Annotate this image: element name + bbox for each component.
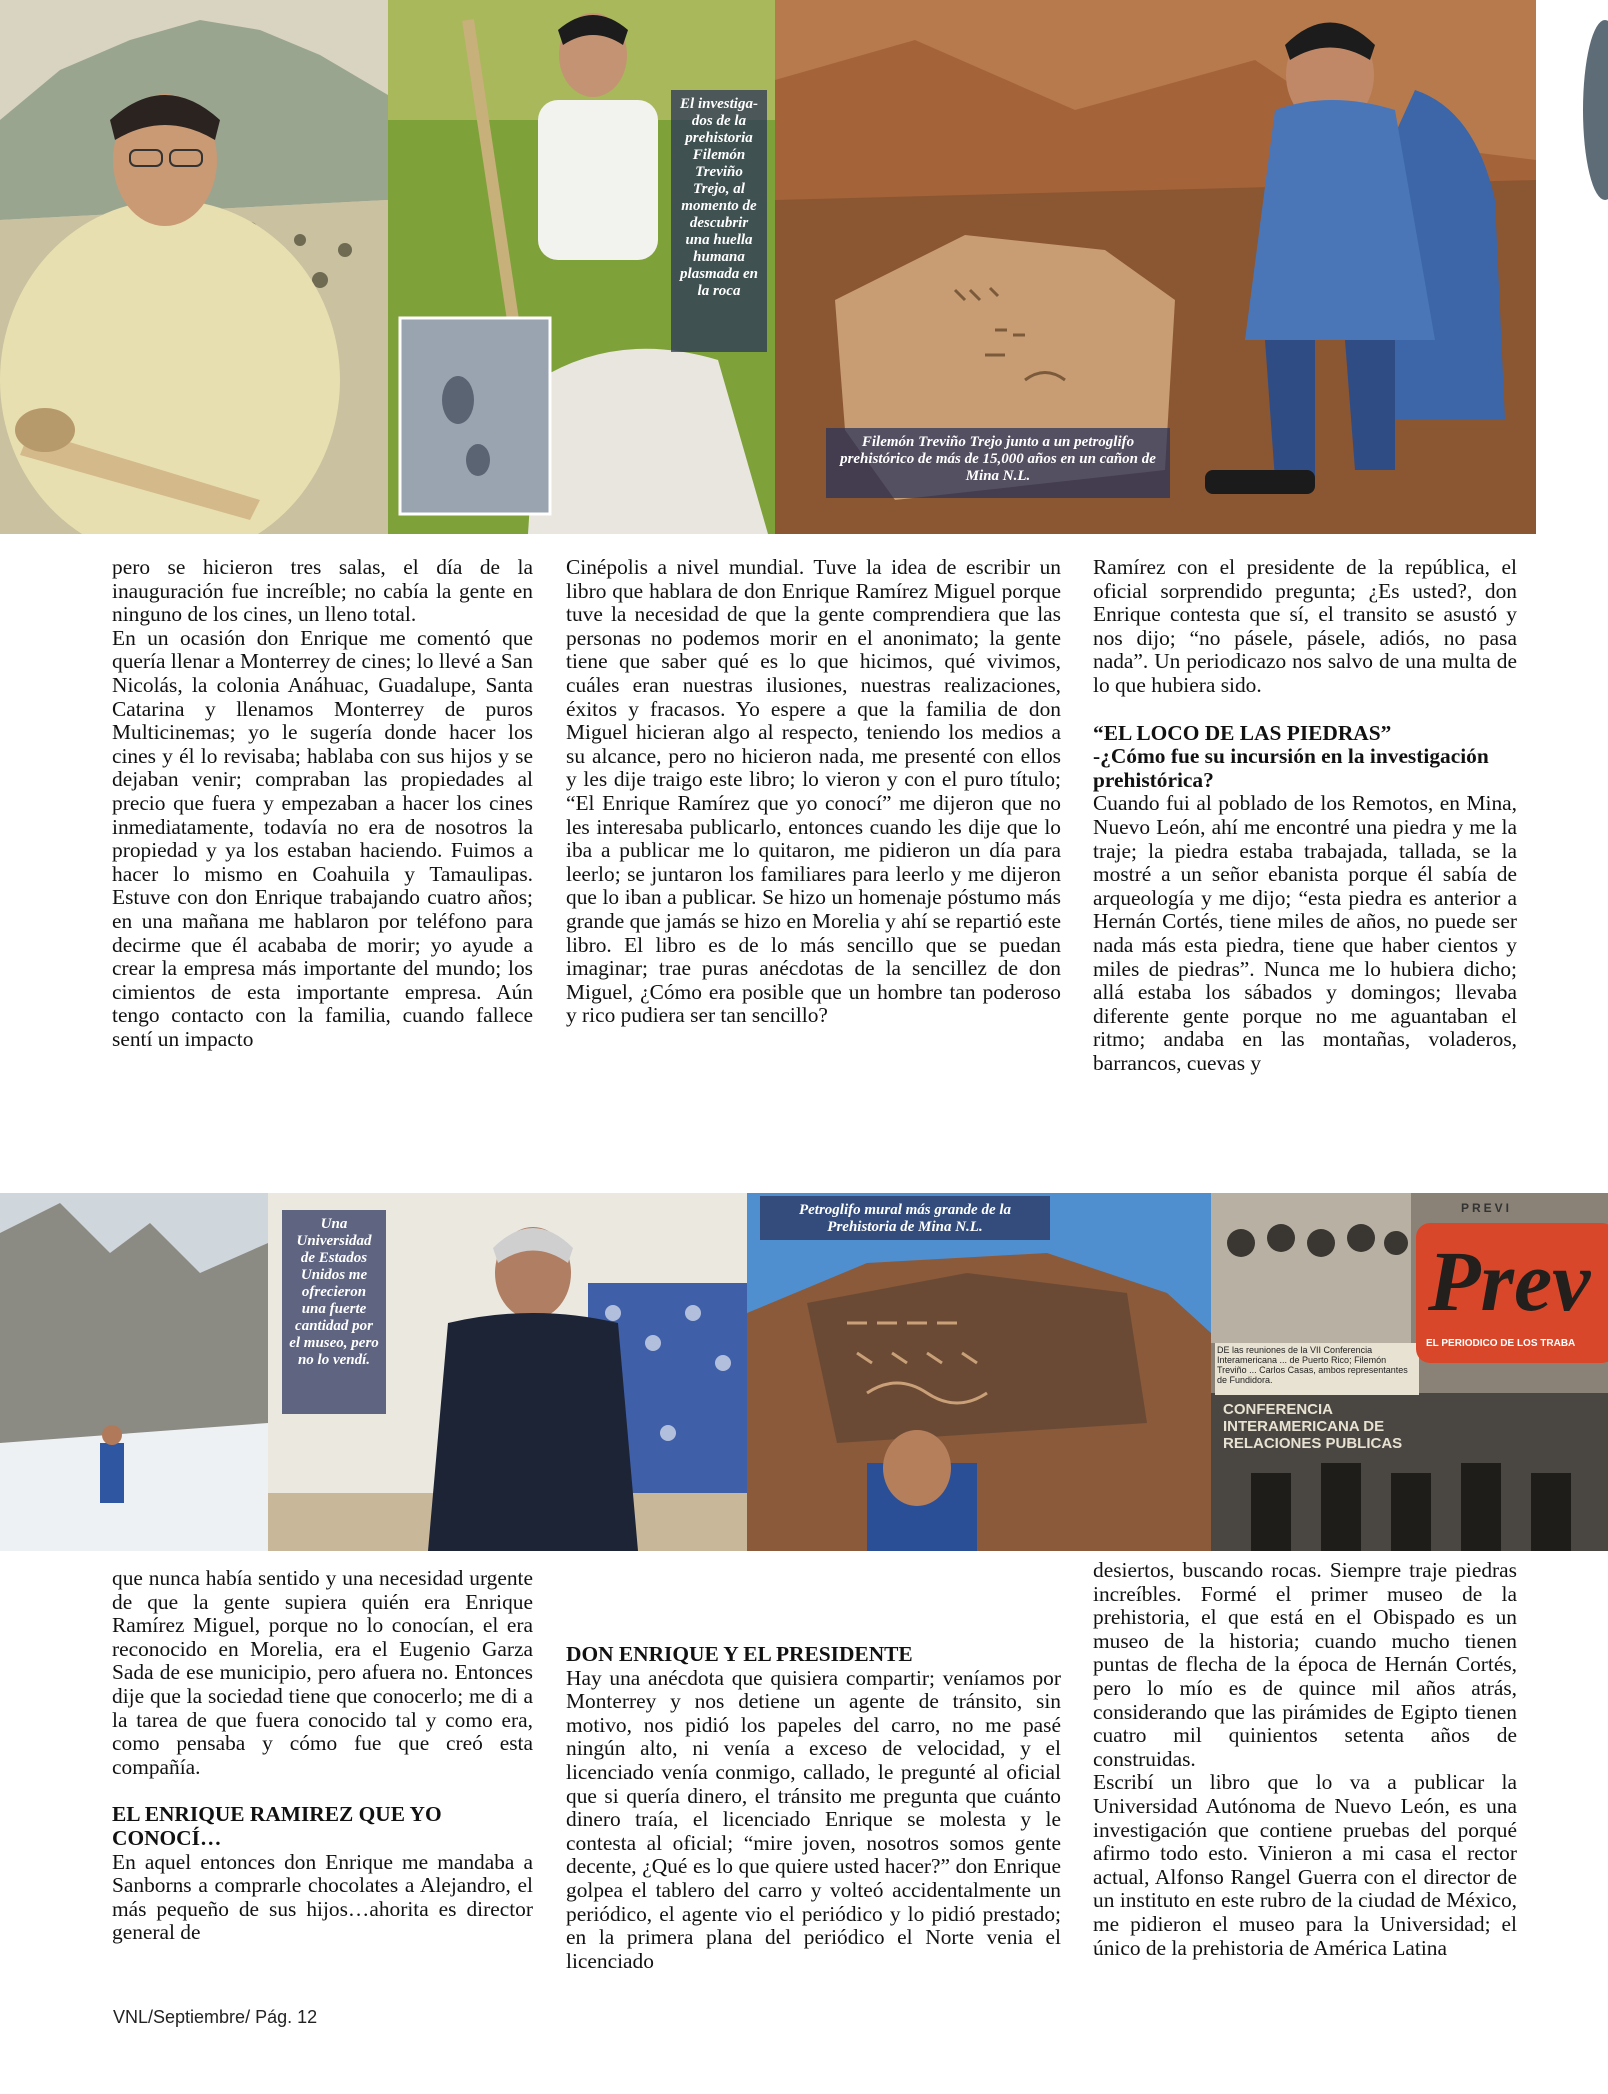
caption-university-offer: Una Universidad de Estados Unidos me ofrecieron una fuerte cantidad por el museo, pero no lo vendí.: [282, 1210, 386, 1414]
paragraph: En un ocasión don Enrique me comentó que quería llenar a Monterrey de cines; lo llevé a San Nicolás, la colonia Anáhuac, Guadalupe, Santa Catarina y llenamos Monterrey de puros Multicinemas; yo le sugería donde hacer los cines y él lo revisaba; hablaba con sus hijos y se dejaban venir; compraban las propiedades al precio que fuera y empezaban a hacer los cines inmediatamente, todavía no era de nosotros la propiedad y ya los estaban haciendo. Fuimos a hacer lo mismo en Coahuila y Tamaulipas. Estuve con don Enrique trabajando cuatro años; en una mañana me hablaron por teléfono para decirme que él acababa de morir; yo ayude a crear la empresa más importante del mundo; los cimientos de esta importante empresa. Aún tengo contacto con la familia, cuando fallece sentí un impacto: [112, 625, 533, 1051]
paragraph: desiertos, buscando rocas. Siempre traje piedras increíbles. Formé el primer museo de la prehistoria, el que está en el Obispado es un museo de la historia; cuando mucho tienen puntas de flecha de la época de Hernán Cortés, pero lo mío es de quince mil años atrás, considerando que las pirámides de Egipto tienen cuatro mil quinientos setenta años de construidas.: [1093, 1558, 1517, 1771]
upper-column-2: [566, 556, 1061, 1028]
previ-small-label: PREVI: [1461, 1201, 1513, 1215]
upper-column-1: [112, 556, 533, 1051]
paragraph: En aquel entonces don Enrique me mandaba a Sanborns a comprarle chocolates a Alejandro, el más pequeño de sus hijos…ahorita es director general de: [112, 1849, 533, 1945]
section-heading-enrique-ramirez: EL ENRIQUE RAMIREZ QUE YO CONOCÍ…: [112, 1802, 442, 1850]
photo-mural-petroglyph: [747, 1193, 1211, 1551]
conference-banner: CONFERENCIA INTERAMERICANA DE RELACIONES PUBLICAS: [1223, 1401, 1403, 1452]
previ-logo: [1416, 1223, 1608, 1363]
caption-petroglyph: Filemón Treviño Trejo junto a un petroglifo prehistórico de más de 15,000 años en un cañon de Mina N.L.: [826, 428, 1170, 498]
paragraph: Escribí un libro que lo va a publicar la Universidad Autónoma de Nuevo León, es una investigación que contiene pruebas del porqué afirmo todo esto. Vinieron a mi casa el rector actual, Alfonso Rangel Guerra con el director de un instituto en este rubro de la ciudad de México, me pidieron el museo para la Universidad; el único de la prehistoria de América Latina: [1093, 1770, 1517, 1960]
lower-column-2: [566, 1643, 1061, 1973]
paragraph: Cuando fui al poblado de los Remotos, en Mina, Nuevo León, ahí me encontré una piedra y me la traje; la piedra estaba trabajada, tallada, se la mostré a un señor ebanista porque él sabía de arqueología y me dijo; “esta piedra es anterior a Hernán Cortés, tiene miles de años, no puede ser nada más esta piedra, tiene que haber cientos y miles de piedras”. Nunca me lo hubiera dicho; allá estaba los sábados y domingos; llevaba diferente gente porque no me aguantaban el ritmo; andaba en las montañas, voladeros, barrancos, cuevas y: [1093, 791, 1517, 1075]
paragraph: Cinépolis a nivel mundial. Tuve la idea de escribir un libro que hablara de don Enrique Ramírez Miguel porque tuve la necesidad de que la gente comprendiera que las personas no podemos morir en el anonimato; la gente tiene que saber qué es lo que hicimos, qué vivimos, cuáles eran nuestras ilusiones, nuestras realizaciones, éxitos y fracasos. Yo espere a que la familia de don Miguel hicieran algo al respecto, teniendo los medios a su alcance, pero no hicieron nada, me presenté con ellos y les dije traigo este libro; lo vieron y con el puro título; “El Enrique Ramírez que yo conocí” me dijeron que no les interesaba publicarlo, entonces cuando les dije que lo iba a publicar me lo quitaron, me pidieron un día para leerlo; se juntaron los familiares para leerlo y me dijeron que lo iban a publicar. Se hizo un homenaje póstumo más grande que jamás se hizo en Morelia y ahí se repartió este libro. El libro es de lo más sencillo que se puedan imaginar; trae puras anécdotas de la sencillez de don Miguel, ¿Cómo era posible que un hombre tan poderoso y rico pudiera ser tan sencillo?: [566, 555, 1061, 1028]
paragraph: Ramírez con el presidente de la república, el oficial sorprendido pregunta; ¿Es usted?, don Enrique contesta que sí, el transito se asustó y nos dijo; “no pásele, pásele, adiós, no pasa nada”. Un periodicazo nos salvo de una multa de lo que hubiera sido.: [1093, 555, 1517, 697]
paragraph: que nunca había sentido y una necesidad urgente de que la gente supiera quién era Enrique Ramírez Miguel, porque no lo conocían, el era reconocido en Morelia, era el Eugenio Garza Sada de ese municipio, pero afuera no. Entonces dije que la sociedad tiene que conocerlo; me di a la tarea de que fuera conocido tal y como era, como pensaba y cómo fue que creó esta compañía.: [112, 1566, 533, 1779]
lower-column-1: [112, 1567, 533, 1945]
photo-portrait-with-mural: [0, 0, 388, 534]
photo-mountain-snow: [0, 1193, 268, 1551]
previ-tagline: EL PERIODICO DE LOS TRABA: [1426, 1338, 1576, 1349]
paragraph: Hay una anécdota que quisiera compartir; veníamos por Monterrey y nos detiene un agente de tránsito, sin motivo, nos pidió los papeles del carro, no me pasé ningún alto, ni venía a exceso de velocidad, y el licenciado venía conmigo, callado, le pregunté al oficial que si quería dinero, el tránsito me pregunta que cuánto dinero traía, el licenciado Enrique se molesta y le contesta al oficial; “mire joven, nosotros somos gente decente, ¿Qué es lo que quiere usted hacer?” don Enrique golpea el tablero del carro y volteó accidentalmente un periódico, el agente vio el periódico y lo pidió prestado; en la primera plana del periódico el Norte venia el licenciado: [566, 1665, 1061, 1973]
section-heading-loco-piedras: “EL LOCO DE LAS PIEDRAS”: [1093, 720, 1392, 745]
upper-column-3: [1093, 556, 1517, 1075]
caption-mural: Petroglifo mural más grande de la Prehistoria de Mina N.L.: [760, 1196, 1050, 1240]
caption-investigator-footprint: El investiga-dos de la prehistoria Filemón Treviño Trejo, al momento de descubrir una huella humana plasmada en la roca: [671, 90, 767, 352]
interview-question: -¿Cómo fue su incursión en la investigación prehistórica?: [1093, 744, 1489, 792]
page-folio: VNL/Septiembre/ Pág. 12: [113, 2007, 318, 2027]
photo-edge-stone: [1575, 0, 1608, 260]
clipping-caption-text: DE las reuniones de la VII Conferencia Interamericana ... de Puerto Rico; Filemón Treviño ... Carlos Casas, ambos representantes de Fundidora.: [1215, 1343, 1419, 1395]
photo-previ-clipping: [1211, 1193, 1608, 1551]
section-heading-don-enrique-presidente: DON ENRIQUE Y EL PRESIDENTE: [566, 1642, 913, 1666]
lower-column-3: [1093, 1559, 1517, 1960]
previ-logo-text: Prev: [1428, 1233, 1591, 1329]
paragraph: pero se hicieron tres salas, el día de la inauguración fue increíble; no cabía la gente en ninguno de los cines, un lleno total.: [112, 555, 533, 627]
